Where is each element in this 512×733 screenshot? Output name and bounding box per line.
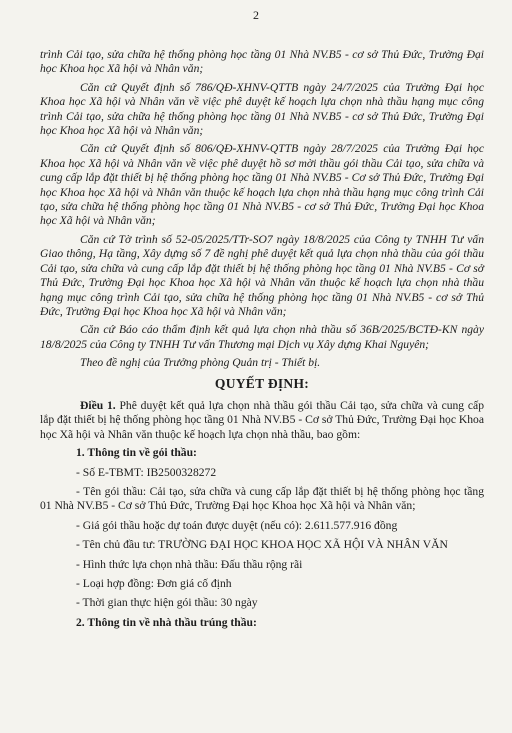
preamble-basis-786: Căn cứ Quyết định số 786/QĐ-XHNV-QTTB ngày 24/7/2025 của Trường Đại học Khoa học Xã hội và Nhân văn về việc phê duyệt kế hoạch lựa chọn nhà thầu hạng mục công trình Cải tạo, sửa chữa hệ thống phòng học tầng 01 Nhà NV.B5 - cơ sở Thủ Đức, Trường Đại học Khoa học Xã hội và Nhân văn; [40,80,484,138]
section-1-title: 1. Thông tin về gói thầu: [76,446,197,460]
package-price: - Giá gói thầu hoặc dự toán được duyệt (nếu có): 2.611.577.916 đồng [76,518,398,532]
selection-method: - Hình thức lựa chọn nhà thầu: Đấu thầu rộng rãi [76,557,303,571]
execution-time: - Thời gian thực hiện gói thầu: 30 ngày [76,596,258,610]
decision-heading: QUYẾT ĐỊNH: [214,375,310,391]
preamble-basis-submission: Căn cứ Tờ trình số 52-05/2025/TTr-SO7 ngày 18/8/2025 của Công ty TNHH Tư vấn Giao thông, Hạ tầng, Xây dựng số 7 đề nghị phê duyệt kết quả lựa chọn nhà thầu của gói thầu Cải tạo, sửa chữa và cung cấp lắp đặt thiết bị hệ thống phòng học tầng 01 Nhà NV.B5 - Cơ sở Thủ Đức, Trường Đại học Khoa học Xã hội và Nhân văn thuộc kế hoạch lựa chọn nhà thầu hạng mục công trình Cải tạo, sửa chữa hệ thống phòng học tầng 01 Nhà NV.B5 - cơ sở Thủ Đức, Trường Đại học Khoa học Xã hội và Nhân văn; [40,232,484,318]
article-1 [40,399,484,442]
investor-name: - Tên chủ đầu tư: TRƯỜNG ĐẠI HỌC KHOA HỌC XÃ HỘI VÀ NHÂN VĂN [76,538,448,552]
article-1-text: Phê duyệt kết quả lựa chọn nhà thầu gói thầu Cải tạo, sửa chữa và cung cấp lắp đặt thiết bị hệ thống phòng học tầng 01 Nhà NV.B5 - Cơ sở Thủ Đức, Trường Đại học Khoa học Xã hội và Nhân văn thuộc kế hoạch lựa chọn nhà thầu, bao gồm: [40,398,485,441]
preamble-continuation: trình Cải tạo, sửa chữa hệ thống phòng học tầng 01 Nhà NV.B5 - cơ sở Thủ Đức, Trường Đại học Khoa học Xã hội và Nhân văn; [40,48,484,76]
document-body [40,48,484,635]
article-1-label: Điều 1. [80,398,116,412]
bid-notice-number: - Số E-TBMT: IB2500328272 [76,465,217,479]
package-name: - Tên gói thầu: Cải tạo, sửa chữa và cung cấp lắp đặt thiết bị hệ thống phòng học tầng 01 Nhà NV.B5 - Cơ sở Thủ Đức, Trường Đại học Khoa học Xã hội và Nhân văn; [40,484,484,513]
preamble-basis-appraisal: Căn cứ Báo cáo thẩm định kết quả lựa chọn nhà thầu số 36B/2025/BCTĐ-KN ngày 18/8/2025 của Công ty TNHH Tư vấn Thương mại Dịch vụ Xây dựng Khai Nguyên; [40,323,484,351]
page-number: 2 [253,8,259,22]
preamble-proposal: Theo đề nghị của Trưởng phòng Quản trị - Thiết bị. [80,356,321,370]
section-2-title: 2. Thông tin về nhà thầu trúng thầu: [76,615,257,629]
contract-type: - Loại hợp đồng: Đơn giá cố định [76,577,232,590]
preamble-basis-806: Căn cứ Quyết định số 806/QĐ-XHNV-QTTB ngày 28/7/2025 của Trường Đại học Khoa học Xã hội và Nhân văn về việc phê duyệt hồ sơ mời thầu gói thầu Cải tạo, sửa chữa và cung cấp lắp đặt thiết bị hệ thống phòng học tầng 01 Nhà NV.B5 - Cơ sở Thủ Đức, Trường Đại học Khoa học Xã hội và Nhân văn thuộc kế hoạch lựa chọn nhà thầu hạng mục công trình Cải tạo, sửa chữa hệ thống phòng học tầng 01 Nhà NV.B5 - cơ sở Thủ Đức, Trường Đại học Khoa học Xã hội và Nhân văn; [40,142,484,228]
